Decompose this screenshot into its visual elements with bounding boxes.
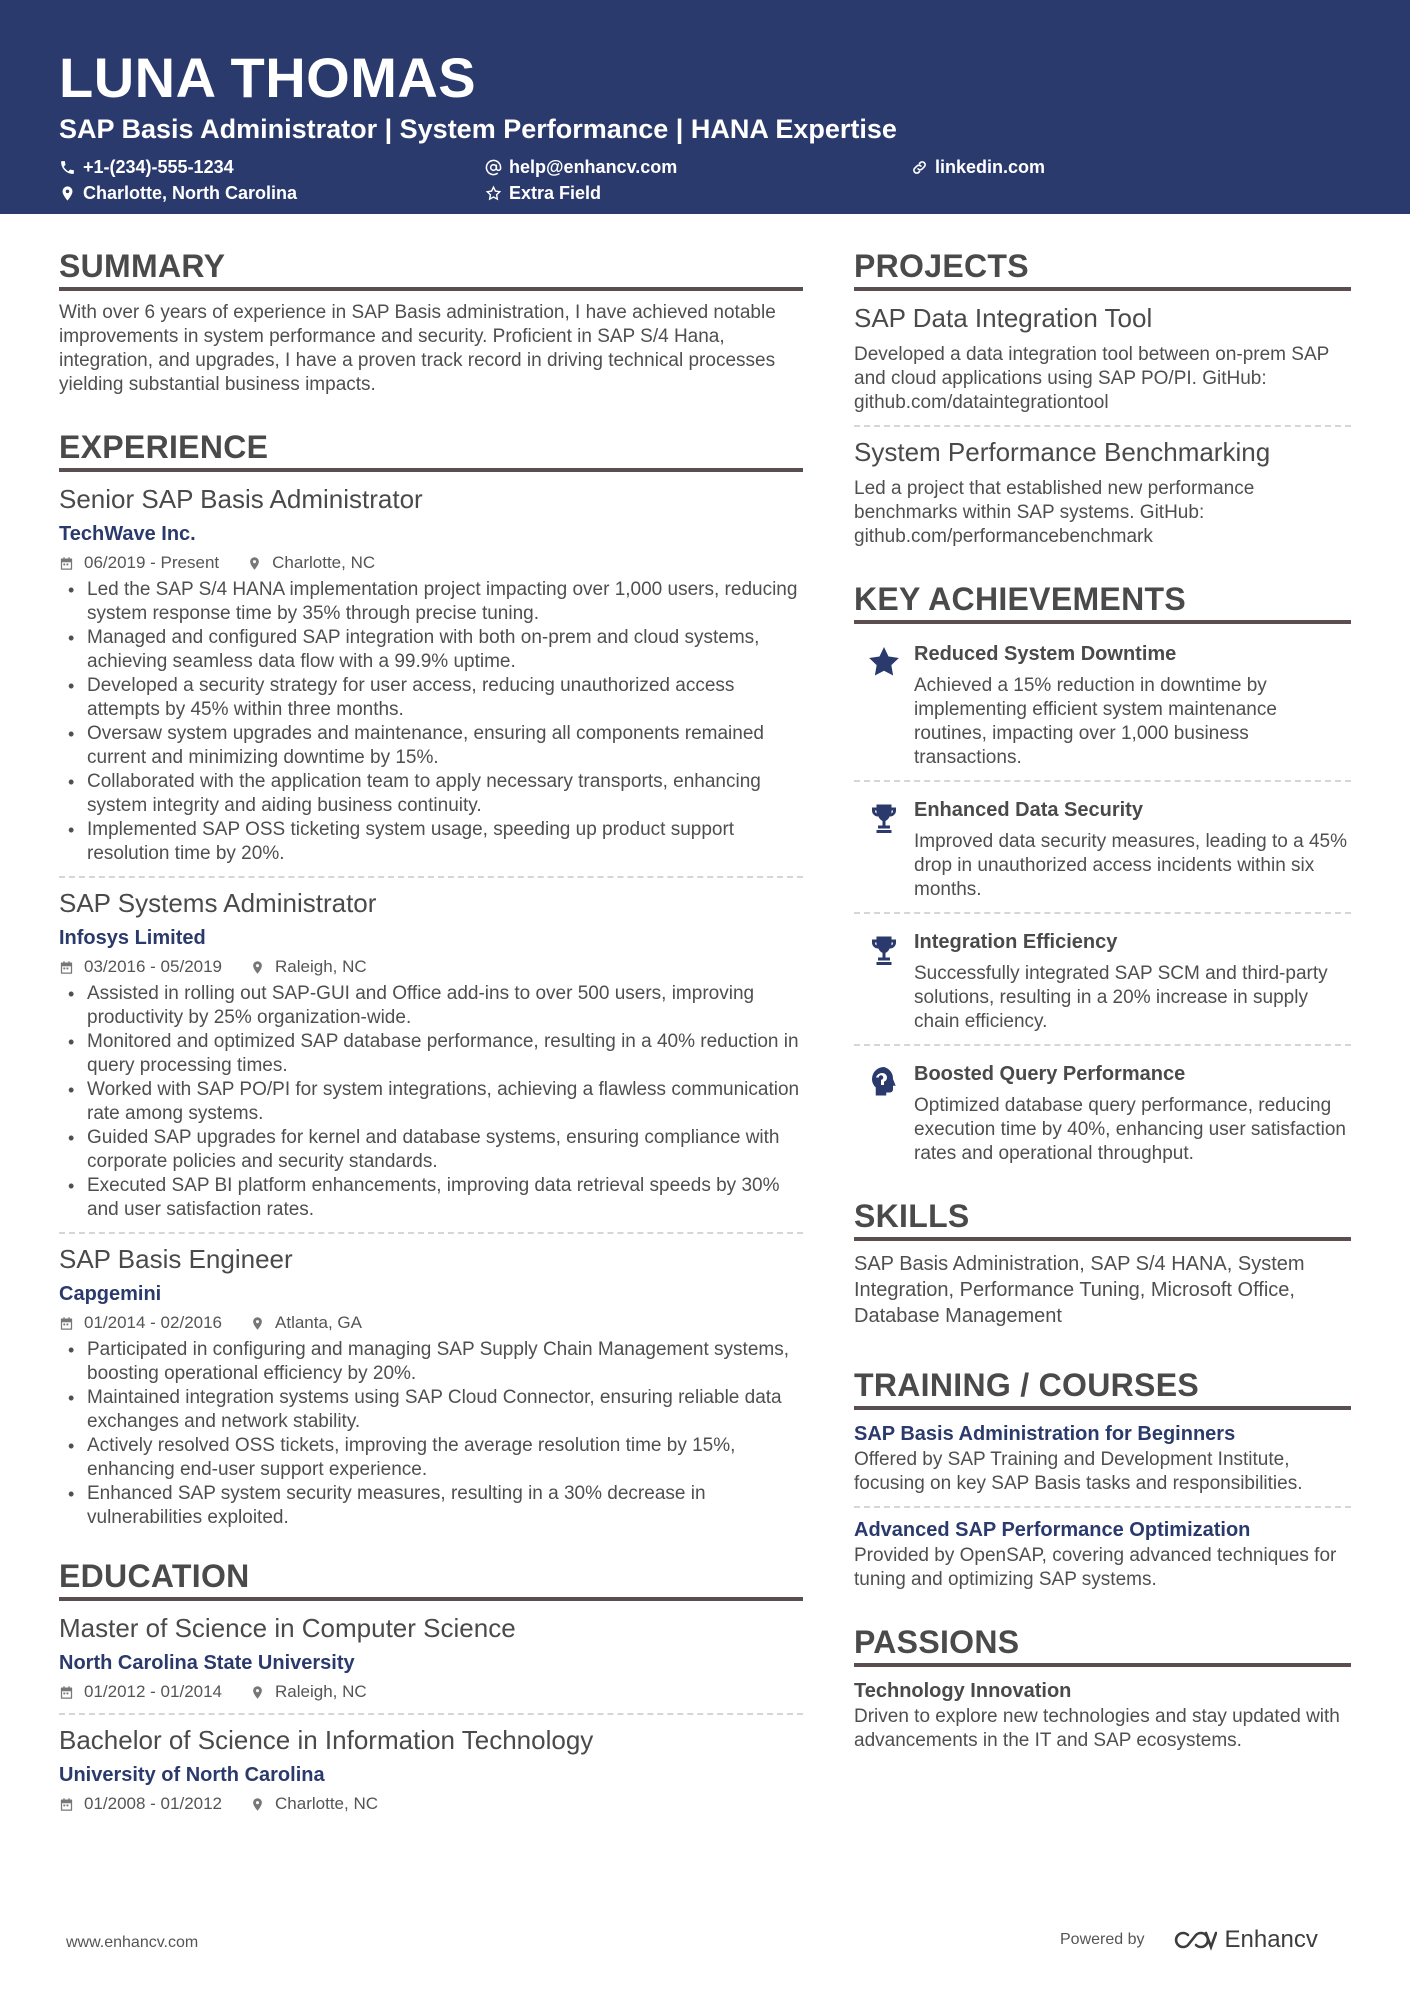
achievement-icon-wrap	[854, 796, 914, 902]
summary-title: SUMMARY	[59, 246, 803, 291]
job-location-text: Charlotte, NC	[272, 553, 376, 572]
project-description: Developed a data integration tool between on-prem SAP and cloud applications using SAP PO/PI. GitHub: github.com/dataintegrationtool	[854, 344, 1329, 413]
bullet-item: • Assisted in rolling out SAP-GUI and Office add-ins to over 500 users, improving productivity by 25% organization-wide.	[59, 982, 803, 1030]
project-description: Led a project that established new performance benchmarks within SAP systems. GitHub: github.com/performancebenchmark	[854, 478, 1255, 547]
head-icon	[866, 1064, 902, 1100]
bullet-item: • Oversaw system upgrades and maintenance, ensuring all components remained current and minimizing downtime by 15%.	[59, 722, 803, 770]
powered-by-text: Powered by	[1060, 1931, 1145, 1948]
bullet-item: • Led the SAP S/4 HANA implementation project impacting over 1,000 users, reducing system response time by 35% through precise tuning.	[59, 578, 803, 626]
bullet-item: • Worked with SAP PO/PI for system integrations, achieving a flawless communication rate among systems.	[59, 1078, 803, 1126]
extra-text: Extra Field	[509, 183, 602, 203]
entry-divider	[59, 876, 803, 878]
education-entry	[59, 1611, 803, 1703]
achievement-text: Successfully integrated SAP SCM and third-party solutions, resulting in a 20% increase in supply chain efficiency.	[914, 963, 1328, 1032]
location-pin-icon	[250, 1685, 265, 1700]
candidate-headline: SAP Basis Administrator | System Performance | HANA Expertise	[59, 114, 897, 144]
experience-section	[59, 427, 803, 1530]
trophy-icon	[866, 932, 902, 968]
job-meta	[59, 956, 803, 978]
education-dates-text: 01/2008 - 01/2012	[84, 1794, 223, 1813]
course-description: Offered by SAP Training and Development Institute, focusing on key SAP Basis tasks and responsibilities.	[854, 1449, 1303, 1494]
education-location-text: Raleigh, NC	[275, 1682, 367, 1701]
achievement-entry	[854, 634, 1351, 770]
passions-section	[854, 1622, 1351, 1753]
enhancv-logo[interactable]	[1171, 1926, 1318, 1954]
course-name: Advanced SAP Performance Optimization	[854, 1519, 1251, 1541]
email-text: help@enhancv.com	[509, 157, 678, 177]
education-location	[250, 1681, 367, 1703]
company-name: TechWave Inc.	[59, 523, 196, 545]
skills-title: SKILLS	[854, 1196, 1351, 1241]
calendar-icon	[59, 1797, 74, 1812]
resume-header	[0, 0, 1410, 214]
achievement-body	[914, 640, 1351, 770]
calendar-icon	[59, 1685, 74, 1700]
at-icon	[485, 159, 502, 176]
course-name: SAP Basis Administration for Beginners	[854, 1423, 1236, 1445]
projects-section	[854, 246, 1351, 549]
achievement-entry	[854, 922, 1351, 1034]
education-entry	[59, 1723, 803, 1815]
entry-divider	[59, 1232, 803, 1234]
degree-title: Bachelor of Science in Information Technology	[59, 1725, 594, 1755]
job-title: Senior SAP Basis Administrator	[59, 484, 423, 514]
school-name: North Carolina State University	[59, 1652, 355, 1674]
job-meta	[59, 1312, 803, 1334]
bullet-item: • Collaborated with the application team to apply necessary transports, enhancing system integrity and aiding business continuity.	[59, 770, 803, 818]
entry-divider	[59, 1713, 803, 1715]
phone-icon	[59, 159, 76, 176]
link-icon	[911, 159, 928, 176]
project-name: SAP Data Integration Tool	[854, 303, 1153, 333]
calendar-icon	[59, 960, 74, 975]
degree-title: Master of Science in Computer Science	[59, 1613, 516, 1643]
bullet-item: • Monitored and optimized SAP database performance, resulting in a 40% reduction in query processing times.	[59, 1030, 803, 1078]
bullet-item: • Maintained integration systems using SAP Cloud Connector, ensuring reliable data exchanges and network stability.	[59, 1386, 803, 1434]
job-dates	[59, 1312, 222, 1334]
experience-entry	[59, 1242, 803, 1530]
location-pin-icon	[247, 556, 262, 571]
contact-extra	[485, 182, 911, 204]
school-name: University of North Carolina	[59, 1764, 325, 1786]
achievement-title: Enhanced Data Security	[914, 799, 1143, 821]
education-meta	[59, 1793, 803, 1815]
trophy-icon	[866, 800, 902, 836]
job-location	[250, 1312, 362, 1334]
achievement-text: Optimized database query performance, reducing execution time by 40%, enhancing user satisfaction rates and operational throughput.	[914, 1095, 1346, 1164]
achievement-icon-wrap	[854, 640, 914, 770]
achievement-title: Reduced System Downtime	[914, 643, 1177, 665]
phone-text: +1-(234)-555-1234	[83, 157, 234, 177]
left-column	[59, 246, 803, 1845]
skills-section	[854, 1196, 1351, 1329]
brand-name: Enhancv	[1224, 1926, 1318, 1953]
job-dates-text: 03/2016 - 05/2019	[84, 957, 223, 976]
contact-location	[59, 182, 485, 204]
experience-entry	[59, 482, 803, 866]
calendar-icon	[59, 556, 74, 571]
job-location-text: Atlanta, GA	[275, 1313, 362, 1332]
project-name: System Performance Benchmarking	[854, 437, 1271, 467]
job-dates	[59, 552, 219, 574]
education-title: EDUCATION	[59, 1556, 803, 1601]
education-dates-text: 01/2012 - 01/2014	[84, 1682, 223, 1701]
location-pin-icon	[250, 1316, 265, 1331]
bullet-item: • Developed a security strategy for user access, reducing unauthorized access attempts by 45% within three months.	[59, 674, 803, 722]
passion-description: Driven to explore new technologies and stay updated with advancements in the IT and SAP ecosystems.	[854, 1706, 1340, 1751]
company-name: Capgemini	[59, 1283, 162, 1305]
course-entry	[854, 1420, 1351, 1496]
footer-branding	[1060, 1926, 1318, 1954]
passion-name: Technology Innovation	[854, 1680, 1072, 1702]
summary-section	[59, 246, 803, 397]
right-column	[854, 246, 1351, 1783]
calendar-icon	[59, 1316, 74, 1331]
bullet-item: • Actively resolved OSS tickets, improving the average resolution time by 15%, enhancing end-user support experience.	[59, 1434, 803, 1482]
training-section	[854, 1365, 1351, 1592]
job-meta	[59, 552, 803, 574]
achievement-entry	[854, 1054, 1351, 1166]
achievement-icon-wrap	[854, 1060, 914, 1166]
contact-linkedin[interactable]	[911, 156, 1311, 178]
job-dates	[59, 956, 222, 978]
project-entry	[854, 435, 1351, 549]
achievements-section	[854, 579, 1351, 1166]
experience-title: EXPERIENCE	[59, 427, 803, 472]
location-pin-icon	[250, 960, 265, 975]
bullet-item: • Implemented SAP OSS ticketing system usage, speeding up product support resolution time by 20%.	[59, 818, 803, 866]
entry-divider	[854, 912, 1351, 914]
education-dates	[59, 1681, 222, 1703]
job-location	[247, 552, 375, 574]
bullet-item: • Participated in configuring and managing SAP Supply Chain Management systems, boosting operational efficiency by 20%.	[59, 1338, 803, 1386]
footer-website[interactable]: www.enhancv.com	[66, 1934, 199, 1951]
passion-entry	[854, 1677, 1351, 1753]
project-entry	[854, 301, 1351, 415]
job-dates-text: 06/2019 - Present	[84, 553, 220, 572]
bullet-item: • Executed SAP BI platform enhancements, improving data retrieval speeds by 30% and user satisfaction rates.	[59, 1174, 803, 1222]
skills-text: SAP Basis Administration, SAP S/4 HANA, System Integration, Performance Tuning, Microsoft Office, Database Management	[854, 1253, 1305, 1327]
education-meta	[59, 1681, 803, 1703]
achievement-body	[914, 928, 1351, 1034]
education-location	[250, 1793, 378, 1815]
enhancv-logo-icon	[1171, 1927, 1217, 1953]
education-location-text: Charlotte, NC	[275, 1794, 378, 1813]
bullet-item: • Enhanced SAP system security measures, resulting in a 30% decrease in vulnerabilities exploited.	[59, 1482, 803, 1530]
location-pin-icon	[59, 185, 76, 202]
entry-divider	[854, 1506, 1351, 1508]
achievement-title: Boosted Query Performance	[914, 1063, 1186, 1085]
job-bullets	[59, 982, 803, 1222]
bullet-item: • Managed and configured SAP integration with both on-prem and cloud systems, achieving seamless data flow with a 99.9% uptime.	[59, 626, 803, 674]
achievement-title: Integration Efficiency	[914, 931, 1118, 953]
achievement-icon-wrap	[854, 928, 914, 1034]
training-title: TRAINING / COURSES	[854, 1365, 1351, 1410]
company-name: Infosys Limited	[59, 927, 206, 949]
contact-email[interactable]	[485, 156, 911, 178]
achievement-entry	[854, 790, 1351, 902]
summary-text: With over 6 years of experience in SAP Basis administration, I have achieved notable improvements in system performance and security. Proficient in SAP S/4 Hana, integration, and upgrades, I have a proven track record in driving technical processes yielding substantial business impacts.	[59, 302, 776, 395]
star-icon	[866, 644, 902, 680]
location-text: Charlotte, North Carolina	[83, 183, 298, 203]
entry-divider	[854, 425, 1351, 427]
passions-title: PASSIONS	[854, 1622, 1351, 1667]
achievement-body	[914, 1060, 1351, 1166]
projects-title: PROJECTS	[854, 246, 1351, 291]
job-dates-text: 01/2014 - 02/2016	[84, 1313, 223, 1332]
education-section	[59, 1556, 803, 1815]
course-entry	[854, 1516, 1351, 1592]
candidate-name: LUNA THOMAS	[59, 46, 477, 109]
job-location	[250, 956, 367, 978]
education-dates	[59, 1793, 222, 1815]
job-bullets	[59, 578, 803, 866]
job-title: SAP Systems Administrator	[59, 888, 377, 918]
achievement-body	[914, 796, 1351, 902]
star-outline-icon	[485, 185, 502, 202]
job-location-text: Raleigh, NC	[275, 957, 367, 976]
entry-divider	[854, 780, 1351, 782]
linkedin-text: linkedin.com	[935, 157, 1046, 177]
achievement-text: Improved data security measures, leading to a 45% drop in unauthorized access incidents within six months.	[914, 831, 1348, 900]
contact-info	[59, 156, 1351, 204]
location-pin-icon	[250, 1797, 265, 1812]
course-description: Provided by OpenSAP, covering advanced techniques for tuning and optimizing SAP systems.	[854, 1545, 1337, 1590]
contact-phone[interactable]	[59, 156, 485, 178]
job-bullets	[59, 1338, 803, 1530]
bullet-item: • Guided SAP upgrades for kernel and database systems, ensuring compliance with corporate policies and security standards.	[59, 1126, 803, 1174]
job-title: SAP Basis Engineer	[59, 1244, 293, 1274]
achievements-title: KEY ACHIEVEMENTS	[854, 579, 1351, 624]
experience-entry	[59, 886, 803, 1222]
entry-divider	[854, 1044, 1351, 1046]
achievement-text: Achieved a 15% reduction in downtime by implementing efficient system maintenance routines, impacting over 1,000 business transactions.	[914, 675, 1277, 768]
